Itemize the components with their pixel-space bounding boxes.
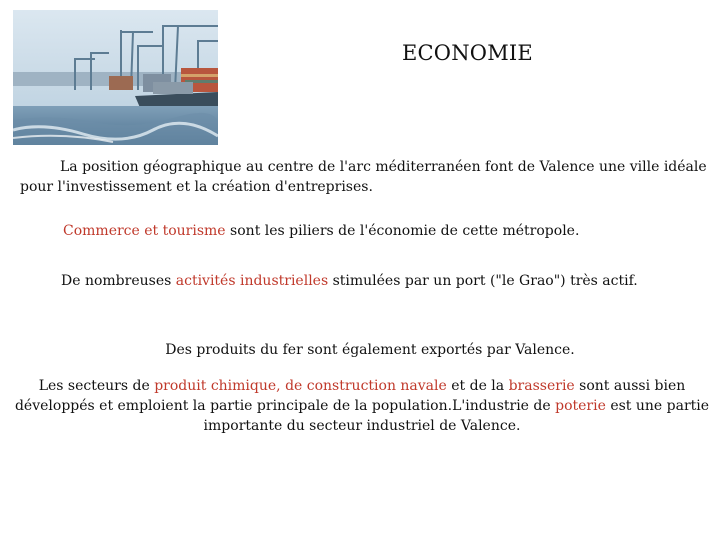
text-segment: Les secteurs de	[38, 378, 155, 394]
highlight-chimique-navale: produit chimique, de construction navale	[154, 378, 447, 394]
paragraph-secteurs	[12, 376, 712, 436]
text-segment: et de la	[446, 378, 509, 394]
text-segment: sont les piliers de l'économie de cette métropole.	[225, 223, 580, 239]
harbor-photo	[13, 10, 218, 145]
text-segment: De nombreuses	[61, 273, 176, 289]
highlight-tourisme: tourisme	[162, 223, 226, 239]
page-title: ECONOMIE	[402, 41, 533, 65]
paragraph-line: La position géographique au centre de l'arc méditerranéen font de Valence une ville idéale	[60, 159, 707, 175]
paragraph-fer: Des produits du fer sont également exportés par Valence.	[165, 342, 575, 358]
harbor-illustration	[13, 10, 218, 145]
paragraph-commerce	[63, 221, 579, 241]
text-segment: stimulées par un port ("le Grao") très actif.	[328, 273, 638, 289]
paragraph-industrie	[61, 271, 638, 291]
highlight-activites: activités industrielles	[175, 273, 329, 289]
highlight-commerce: Commerce et	[63, 223, 159, 239]
paragraph-line: pour l'investissement et la création d'entreprises.	[20, 179, 373, 195]
paragraph-position	[20, 157, 710, 197]
text-segment: est une partie importante du secteur industriel de Valence.	[203, 398, 710, 434]
text-segment: sont aussi bien développés et emploient la partie principale de la population.L'industrie de	[14, 378, 686, 414]
highlight-poterie: poterie	[555, 398, 606, 414]
highlight-brasserie: brasserie	[508, 378, 575, 394]
